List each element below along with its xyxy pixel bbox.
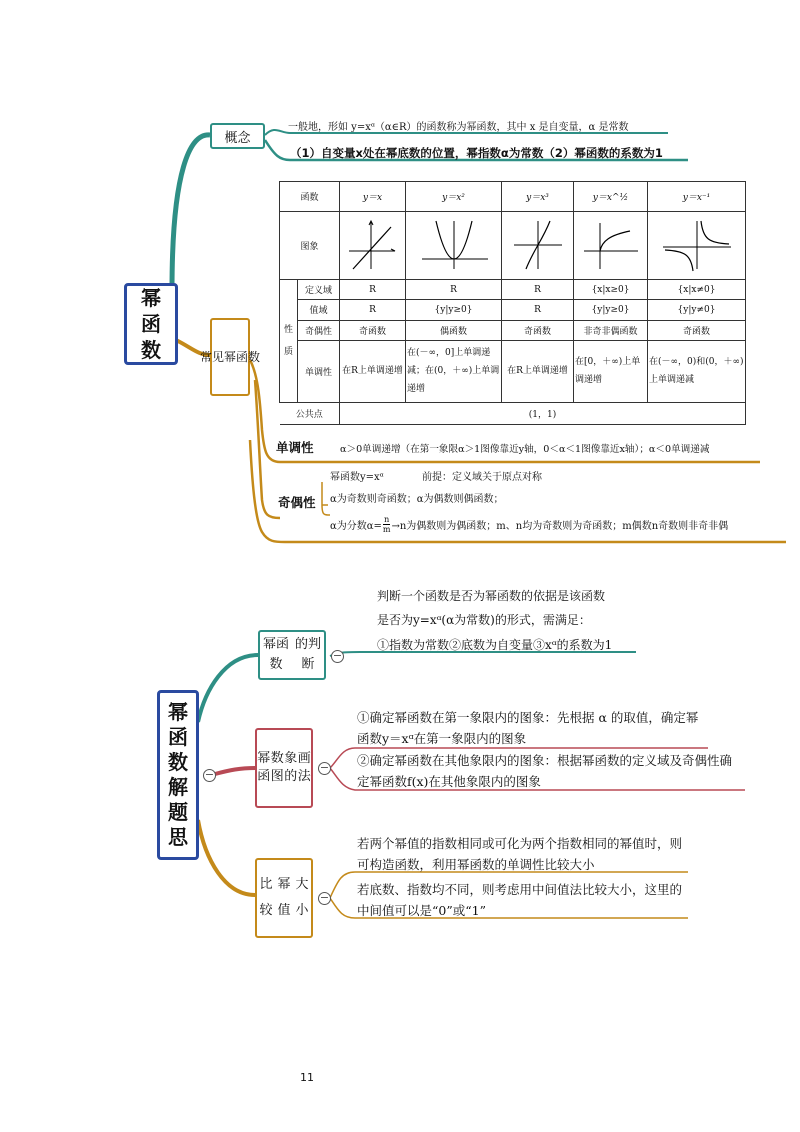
node-graph-method[interactable]: 幂函 数图 象的 画法 — [255, 728, 313, 808]
graph-label: 图象 — [280, 212, 340, 280]
graph-step-2: ②确定幂函数在其他象限内的图象：根据幂函数的定义域及奇偶性确定幂函数f(x)在其他象限内的图象 — [357, 753, 733, 789]
graph-y-eq-x2 — [414, 215, 494, 273]
fraction: $\frac{n}{m}$ — [382, 515, 391, 534]
parity-fraction-rule: α为分数α= $\frac{n}{m}$ →n为偶数则为偶函数；m、n均为奇数则为奇函数；m偶数n奇数则非奇非偶 — [330, 515, 729, 534]
branch-compare — [198, 820, 255, 895]
graph-cell — [502, 212, 574, 280]
graph-step-1: ①确定幂函数在第一象限内的图象：先根据 α 的取值，确定幂函数y＝xᵅ在第一象限内的图象 — [357, 710, 699, 746]
root-node-problem-solving[interactable]: 幂 函 数 解 题 思 — [157, 690, 199, 860]
concept-definition: 一般地，形如 y=xᵅ（α∈R）的函数称为幂函数，其中 x 是自变量，α 是常数 — [288, 122, 629, 133]
node-compare[interactable]: 比较 幂值 大小 — [255, 858, 313, 938]
node-concept[interactable]: 概念 — [210, 123, 265, 149]
table-row: 值域 R {y|y≥0} R {y|y≥0} {y|y≠0} — [280, 300, 746, 320]
table-header-cell: 函数 — [280, 182, 340, 212]
table-header-cell: y＝x — [340, 182, 406, 212]
table-row: 奇偶性 奇函数 偶函数 奇函数 非奇非偶函数 奇函数 — [280, 320, 746, 340]
property-label: 性 质 — [280, 280, 298, 402]
monotonic-rule: α＞0单调递增（在第一象限α＞1图像靠近y轴，0＜α＜1图像靠近x轴）；α＜0单调递减 — [340, 444, 710, 455]
graph-y-eq-x — [343, 215, 403, 273]
page-number: 11 — [300, 1071, 314, 1084]
compare-method-1: 若两个幂值的指数相同或可化为两个指数相同的幂值时，则可构造函数，利用幂函数的单调性比较大小 — [357, 836, 683, 872]
parity-integer-rule: α为奇数则奇函数；α为偶数则偶函数； — [330, 494, 504, 505]
parity-premise-function: 幂函数y=xᵅ — [330, 472, 384, 483]
table-header-row — [280, 182, 746, 212]
table-row: 单调性 在R上单调递增 在(－∞，0]上单调递减；在(0，＋∞)上单调递增 在R上单调递增 在[0，＋∞)上单调递增 在(－∞，0)和(0，＋∞)上单调递减 — [280, 340, 746, 402]
table-header-cell: y＝x^½ — [574, 182, 648, 212]
compare-method-2: 若底数、指数均不同，则考虑用中间值法比较大小，这里的中间值可以是“0”或“1” — [357, 882, 683, 918]
graph-cell — [340, 212, 406, 280]
judge-conditions: ①指数为常数②底数为自变量③xᵅ的系数为1 — [377, 638, 613, 652]
node-monotonic[interactable]: 单调性 — [276, 440, 314, 455]
table-row: 性 质 定义域 R R R {x|x≥0} {x|x≠0} — [280, 280, 746, 300]
node-parity[interactable]: 奇偶性 — [278, 495, 316, 510]
concept-notes: （1）自变量x处在幂底数的位置，幂指数α为常数（2）幂函数的系数为1 — [290, 146, 663, 160]
branch-concept — [172, 135, 210, 290]
branch-judge — [198, 655, 258, 722]
graph-y-eq-x3 — [508, 215, 568, 273]
table-row: 公共点 (1，1) — [280, 402, 746, 424]
table-header-cell: y＝x⁻¹ — [648, 182, 746, 212]
judge-line-1: 判断一个函数是否为幂函数的依据是该函数 — [377, 589, 606, 603]
power-function-table — [279, 181, 746, 425]
collapse-icon[interactable]: − — [319, 761, 330, 774]
graph-cell — [406, 212, 502, 280]
collapse-icon[interactable]: − — [319, 891, 330, 904]
collapse-icon[interactable]: − — [204, 768, 215, 781]
graph-cell — [574, 212, 648, 280]
graph-cell — [648, 212, 746, 280]
node-judge[interactable]: 幂函数 的判断 — [258, 630, 326, 680]
root-node-power-function[interactable]: 幂 函 数 — [124, 283, 178, 365]
node-common-power-functions[interactable]: 常 见 幂 函 数 — [210, 318, 250, 396]
collapse-icon[interactable]: − — [332, 649, 343, 662]
table-header-cell: y＝x³ — [502, 182, 574, 212]
graph-y-eq-x-inv — [657, 215, 737, 273]
table-graph-row — [280, 212, 746, 280]
branch-graph — [215, 768, 255, 774]
table-header-cell: y＝x² — [406, 182, 502, 212]
judge-line-2: 是否为y=xᵅ(α为常数)的形式，需满足： — [377, 613, 591, 627]
graph-y-eq-sqrt-x — [578, 215, 644, 273]
parity-premise-domain: 前提：定义域关于原点对称 — [422, 472, 542, 483]
